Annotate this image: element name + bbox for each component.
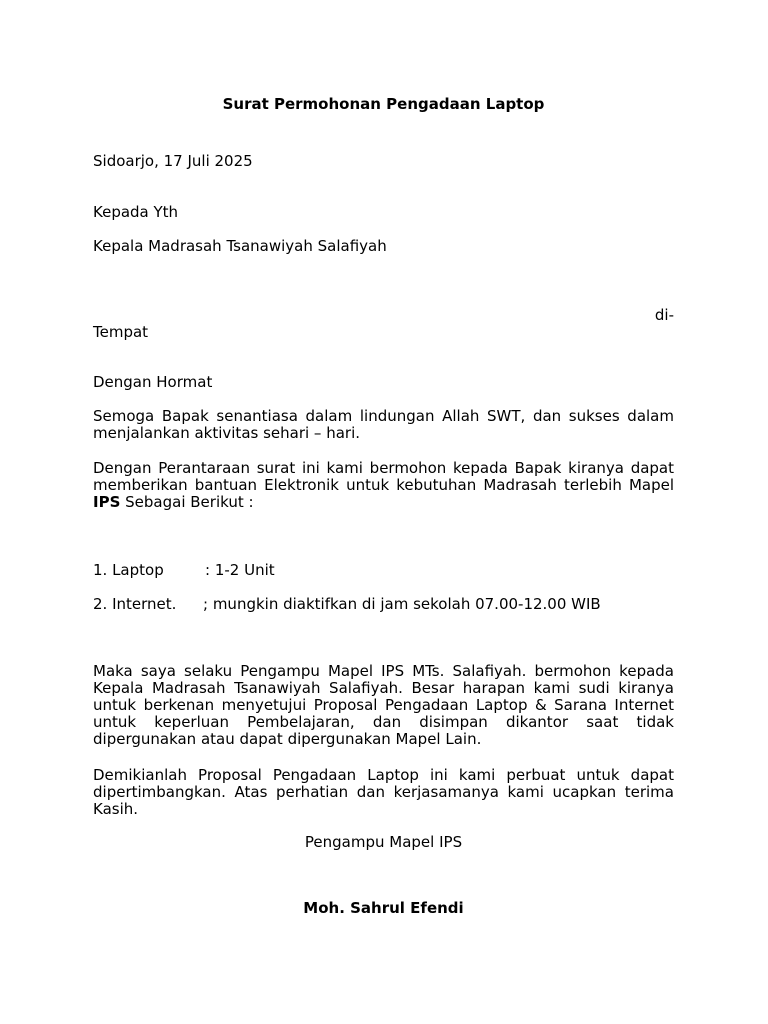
paragraph-body: Maka saya selaku Pengampu Mapel IPS MTs. Salafiyah. bermohon kepada Kepala Madrasah Tsanawiyah Salafiyah. Besar harapan kami sudi kiranya untuk berkenan menyetujui Proposal Pengadaan Laptop & Sarana Internet untuk keperluan Pembelajaran, dan disimpan dikantor saat tidak dipergunakan atau dapat dipergunakan Mapel Lain. — [93, 662, 674, 748]
recipient-prefix: Kepada Yth — [93, 203, 179, 221]
paragraph-closing: Demikianlah Proposal Pengadaan Laptop ini kami perbuat untuk dapat dipertimbangkan. Atas perhatian dan kerjasamanya kami ucapkan terima Kasih. — [93, 766, 674, 818]
paragraph-request — [93, 460, 674, 511]
list-item-value: : 1-2 Unit — [205, 561, 275, 579]
greeting: Dengan Hormat — [93, 373, 213, 391]
list-item-label: 2. Internet. — [93, 595, 177, 613]
paragraph-request-bold: IPS — [93, 493, 121, 511]
location: Tempat — [93, 323, 149, 341]
letter-title: Surat Permohonan Pengadaan Laptop — [222, 95, 545, 113]
location-prefix: di- — [654, 306, 674, 324]
paragraph-request-end: Sebagai Berikut : — [120, 493, 254, 511]
signature-name: Moh. Sahrul Efendi — [303, 899, 464, 917]
place-date: Sidoarjo, 17 Juli 2025 — [93, 152, 253, 170]
signature-role: Pengampu Mapel IPS — [304, 833, 463, 851]
list-item-value: ; mungkin diaktifkan di jam sekolah 07.00-12.00 WIB — [203, 595, 601, 613]
list-item-label: 1. Laptop — [93, 561, 164, 579]
paragraph-request-start: Dengan Perantaraan surat ini kami bermohon kepada Bapak kiranya dapat memberikan bantuan Elektronik untuk kebutuhan Madrasah terlebih Mapel — [93, 459, 674, 494]
recipient-name: Kepala Madrasah Tsanawiyah Salafiyah — [93, 237, 387, 255]
paragraph-opening: Semoga Bapak senantiasa dalam lindungan Allah SWT, dan sukses dalam menjalankan aktivitas sehari – hari. — [93, 407, 674, 442]
